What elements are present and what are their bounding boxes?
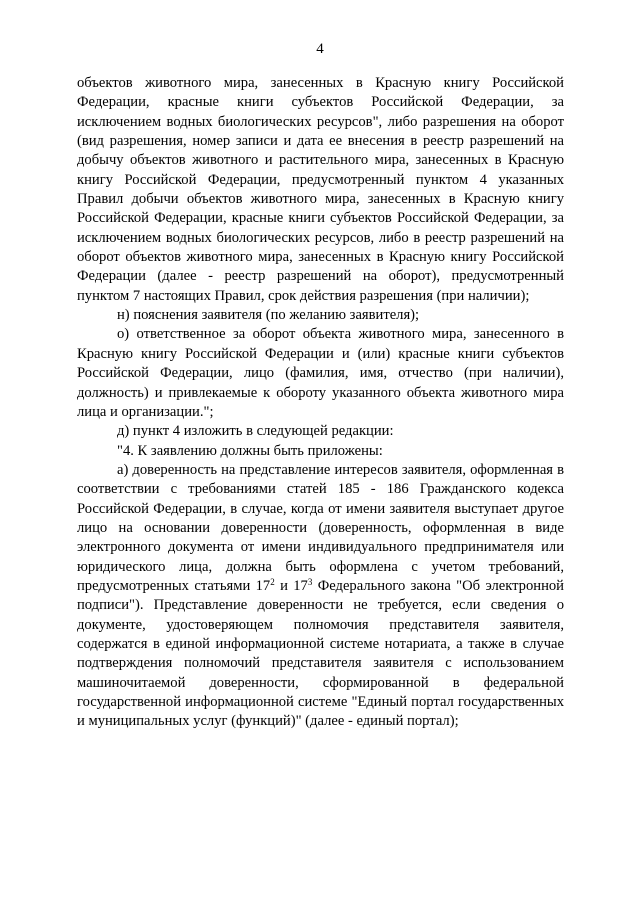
item-a-text-end: Федерального закона "Об электронной подписи"). Представление доверенности не требуется, если сведения о документе, удостоверяющем полномочия представителя заявителя, содержатся в единой информационной системе нотариата, а также в случае подтверждения полномочий представителя заявителя с использованием машиночитаемой доверенности, сформированной в федеральной государственной информационной системе "Единый портал государственных и муниципальных услуг (функций)" (далее - единый портал); (77, 577, 564, 730)
item-a-text-mid: и 17 (274, 577, 308, 594)
paragraph-point-4: "4. К заявлению должны быть приложены: (117, 442, 383, 459)
document-body (77, 74, 564, 732)
paragraph-item-n: н) пояснения заявителя (по желанию заявителя); (117, 307, 420, 324)
superscript-2: 2 (270, 576, 275, 587)
superscript-3: 3 (307, 576, 313, 587)
paragraph-continuation: объектов животного мира, занесенных в Красную книгу Российской Федерации, красные книги субъектов Российской Федерации, за исключением водных биологических ресурсов", либо разрешения на оборот (вид разрешения, номер записи и дата ее внесения в реестр разрешений на добычу объектов животного и растительного мира, занесенных в Красную книгу Российской Федерации, предусмотренный пунктом 4 указанных Правил добычи объектов животного мира, занесенных в Красную книгу Российской Федерации, красные книги субъектов Российской Федерации, за исключением водных биологических ресурсов, либо в реестр разрешений на оборот объектов животного мира, занесенных в Красную книгу Российской Федерации (далее - реестр разрешений на оборот), предусмотренный пунктом 7 настоящих Правил, срок действия разрешения (при наличии); (77, 75, 564, 304)
paragraph-item-a (77, 461, 564, 732)
paragraph-item-o: о) ответственное за оборот объекта животного мира, занесенного в Красную книгу Российской Федерации и (или) красные книги субъектов Российской Федерации, лицо (фамилия, имя, отчество (при наличии), должность) и привлекаемые к обороту указанного объекта животного мира лица и организации."; (77, 326, 564, 420)
paragraph-item-d: д) пункт 4 изложить в следующей редакции: (117, 423, 394, 440)
item-a-text-start: а) доверенность на представление интересов заявителя, оформленная в соответствии с требованиями статей 185 - 186 Гражданского кодекса Российской Федерации, в случае, когда от имени заявителя выступает другое лицо на основании доверенности (доверенность, оформленная в виде электронного документа от имени индивидуального предпринимателя или юридического лица, должна быть оформлена с учетом требований, предусмотренных статьями 17 (77, 461, 564, 594)
page-number: 4 (316, 41, 324, 57)
